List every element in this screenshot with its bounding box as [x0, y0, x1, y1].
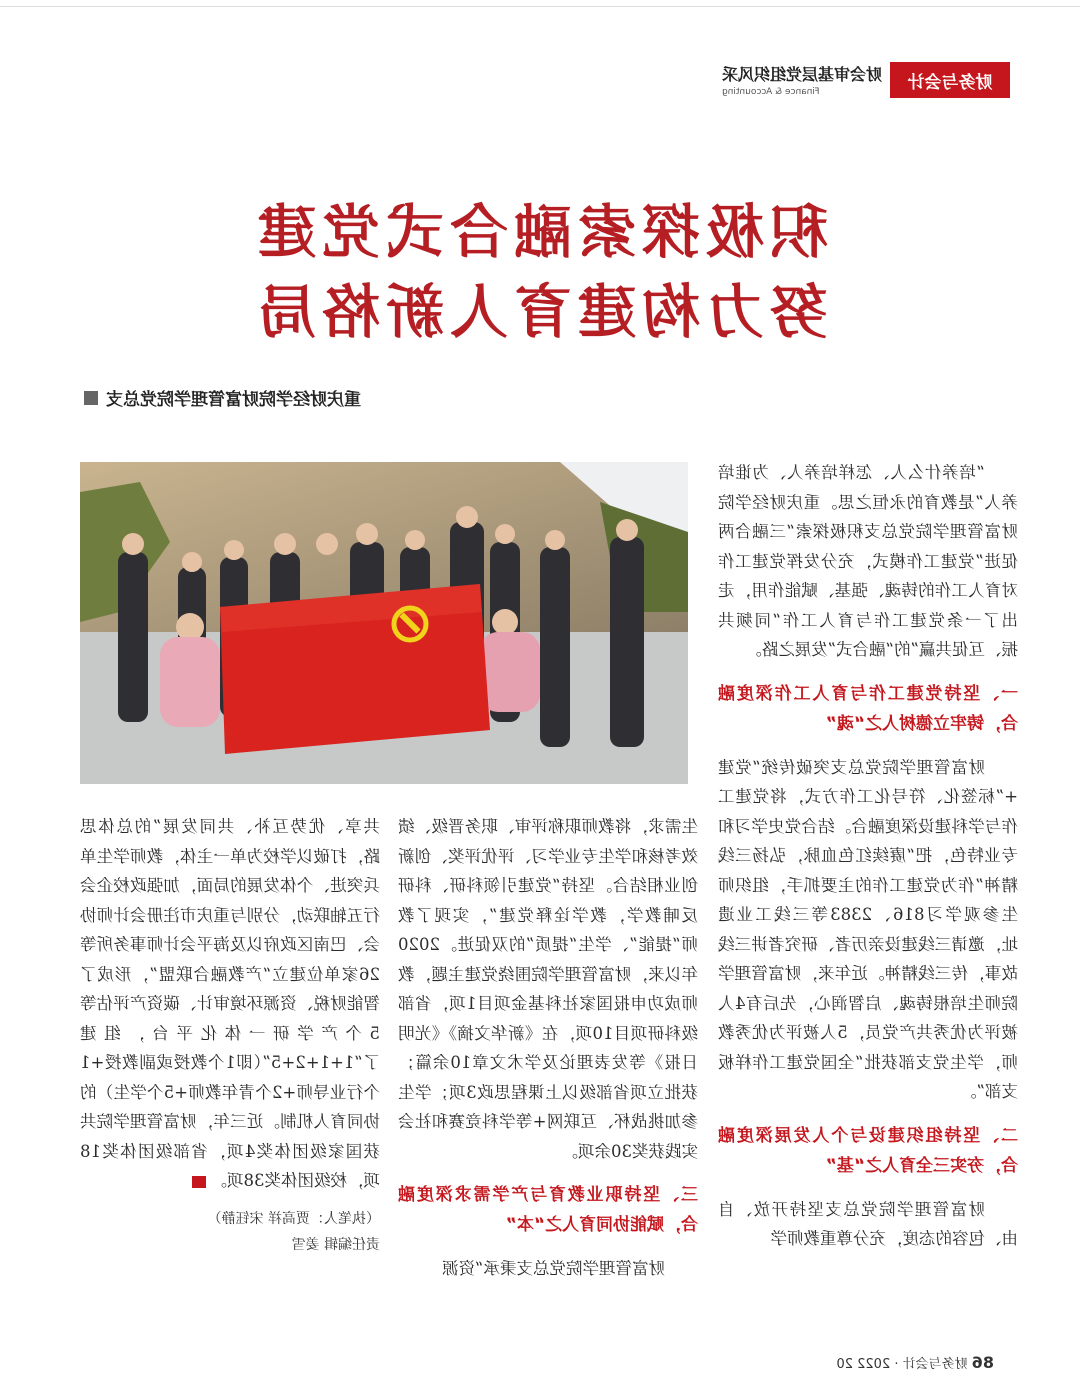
title-line-2: 努力构建育人新格局: [252, 278, 829, 346]
column-middle: [398, 812, 698, 1284]
footer-journal: 财务与会计 · 2022 20: [836, 1357, 968, 1372]
top-rule: [0, 6, 1080, 7]
journal-logo: 财务与会计: [890, 62, 1010, 98]
header-subtitle: Finance & Accounting: [721, 87, 820, 97]
page-number: 86: [971, 1353, 994, 1372]
paragraph-section-3-cont: [80, 812, 380, 1196]
section-heading-1: 一、坚持党建工作与育人工作深度融合，铸牢立德树人之“魂”: [718, 683, 1018, 734]
header-text: [722, 62, 882, 97]
column-left: [80, 812, 380, 1258]
page-header: [722, 62, 1010, 98]
square-marker-icon: [84, 391, 98, 405]
column-right: [718, 458, 1018, 1254]
paragraph-section-3-start: 财富管理学院党总支秉承“资源: [442, 1259, 665, 1278]
section-heading-2: 二、坚持组织建设与个人发展深度融合，夯实三全育人之“基”: [718, 1125, 1018, 1176]
group-photo-illustration: [80, 462, 688, 784]
author-text: 重庆财经学院财富管理学院党总支: [106, 390, 361, 410]
article-title: [0, 192, 1080, 352]
header-title: 财会审基层党组织风采: [721, 65, 882, 84]
paragraph-section-3-text: 共享、优势互补、共同发展”的总体思路，打破以学校为单一主体，教师学生单兵突进、个体发展的局面，加强政校企会行五轴联动，分别与重庆市注册会计师协会、巴南区政府以及海平会计师事务所等26家单位建立“产教融合联盟”，形成了智能财税、资源环境审计、碳资产评估等5个产学研一体化平台，组建了“1+1+2+5”（即1个教授或副教授+1个行业导师+2个青年教师+5个学生）的协同育人机制。近三年，财富管理学院共获国家级团体奖4项，省部级团体奖18项，校级团体奖38项。: [80, 817, 380, 1190]
group-photo: [80, 462, 688, 784]
paragraph-section-2-start: 财富管理学院党总支坚持开放、自由、包容的态度，充分尊重教师学: [718, 1199, 1018, 1248]
responsible-editor: 责任编辑 姜雪: [291, 1236, 380, 1253]
writer-note: （执笔人：贾高祥 宋钰静）: [207, 1210, 380, 1227]
end-mark-icon: [193, 1176, 207, 1188]
section-heading-3: 三、坚持职业教育与产学需求深度融合，赋能协同育人之“本”: [398, 1185, 698, 1235]
paragraph-section-1: 财富管理学院党总支突破传统“党建+”标签化、符号化工作方式，将党建工作与学科建设深度融合。结合党史学习和专业特色，把“赓续红色血脉，弘扬三线精神”作为党建工作的主要抓手，组织师生参观学习816、2383等三线工业遗址，邀请三线建设亲历者、研究者讲三线故事，传三线精神。近年来，财富管理学院师生培根铸魂、启智润心，先后有4人被评为优秀共产党员，5人被评为优秀教师，学生党支部获批“全国党建工作样板支部”。: [718, 757, 1018, 1101]
title-line-1: 积极探索融合式党建: [252, 198, 829, 266]
paragraph-section-2-cont: 生需求，将教师职称评审、职务晋级、绩效考核和学生专业学习、评优评奖、创新创业相结合。坚持“党建引领科研、科研反哺教学，教学诠释党建”，实现了教师“提能”、学生“提质”的双促进。2020年以来，财富管理学院围绕党建主题，教师成功申报国家社科基金项目1项，省部级科研项目10项，在《新华文摘》《光明日报》等发表理论及学术文章10余篇；获批立项省部级以上课程思政3项；学生参加挑战杯、互联网+等学科竞赛和社会实践获奖30余项。: [398, 817, 698, 1161]
paragraph-intro: “培养什么人、怎样培养人、为谁培养人”是教育的永恒之思。重庆财经学院财富管理学院党总支积极探索“三融合两促进”党建工作模式，充分发挥党建工作对育人工作的铸魂、强基、赋能作用，走出了一条党建工作与育人工作“同频共振、互促共赢”的“融合式”发展之路。: [718, 463, 1018, 659]
